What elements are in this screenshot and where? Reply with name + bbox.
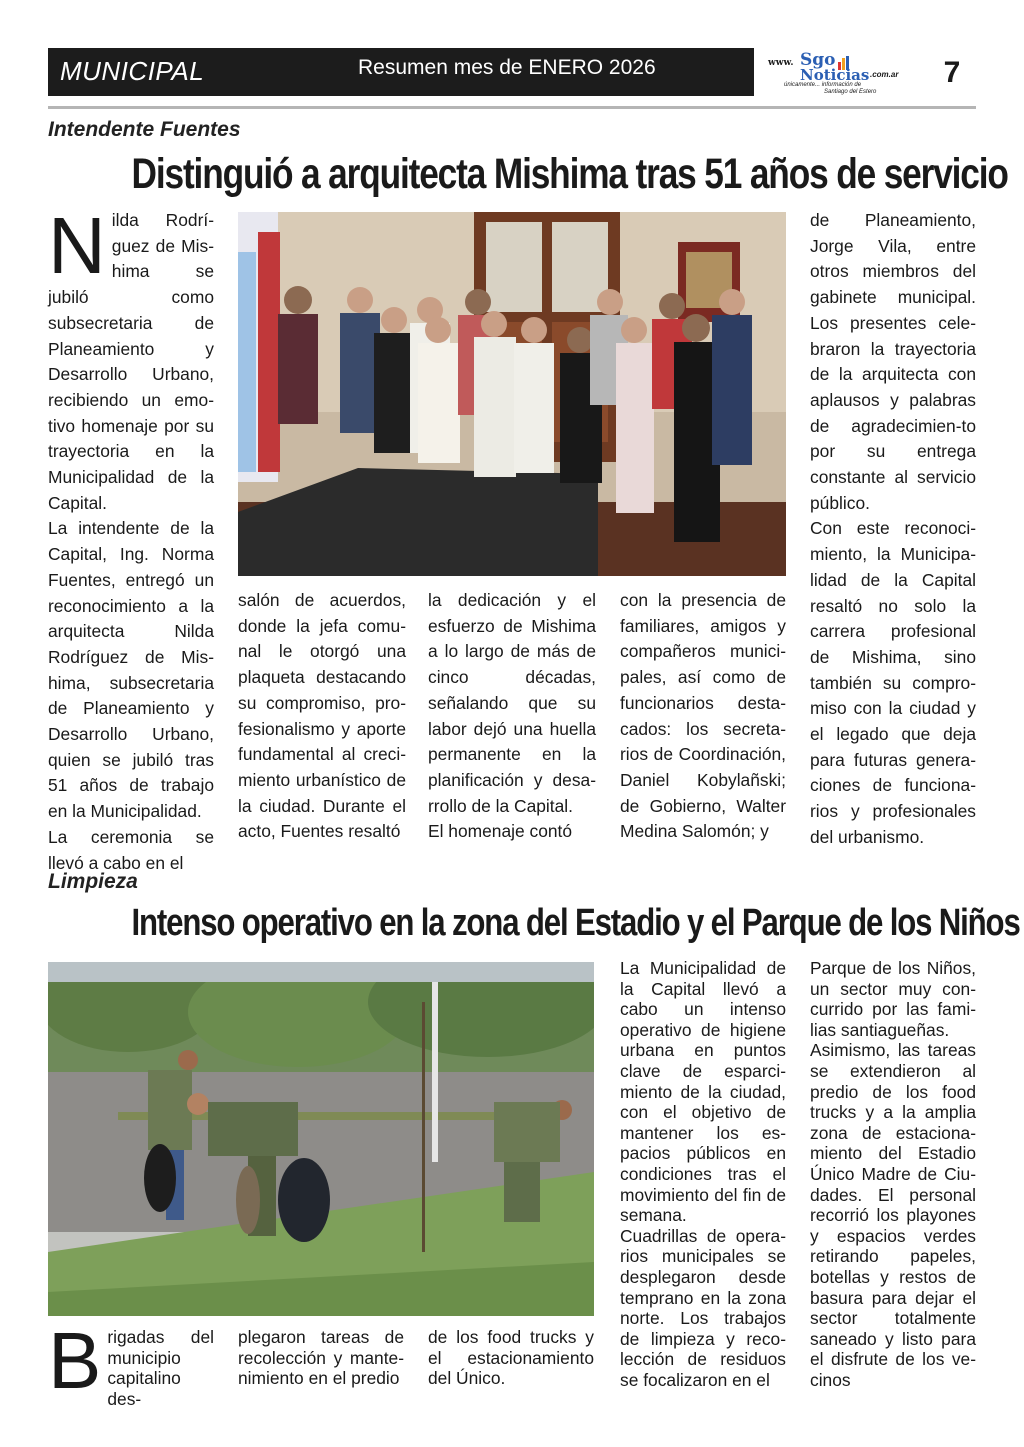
article1-col1-p3: La ceremonia se llevó a cabo en el [48, 826, 214, 873]
article2-cleanup-photo[interactable] [48, 962, 594, 1316]
article1-dropcap: N [48, 201, 106, 290]
article2-col5-p1: Parque de los Niños, un sector muy con-currido por las fami-lias santiagueñas. [810, 958, 976, 1040]
article2-col3-text: de los food trucks y el estacionamiento del Único. [428, 1327, 594, 1389]
article2-headline: Intenso operativo en la zona del Estadio y el Parque de los Niños [131, 902, 1020, 944]
article1-col5-p2: Con este reconoci-miento, la Municipa-lidad de la Capital resaltó no solo la carrera profesional de Mishima, sino también su compro-miso con la ciudad y el legado que deja para futuras genera-ciones de funciona-rios y profesionales del urbanismo. [810, 518, 976, 847]
cleanup-photo-illustration [48, 962, 594, 1316]
logo-www: www. [768, 58, 794, 68]
article1-group-photo[interactable] [238, 212, 786, 576]
article2-column-3 [428, 1327, 594, 1389]
article2-col1-text: rigadas del municipio capitalino des- [107, 1327, 214, 1409]
article2-col2-text: plegaron tareas de recolección y mante-nimiento en el predio [238, 1327, 404, 1389]
article1-column-3 [428, 588, 596, 845]
article1-col5-p1: de Planeamiento, Jorge Vila, entre otros miembros del gabinete municipal. Los presentes cele-braron la trayectoria de la arquitecta con aplausos y palabras de agradecimien-to por su entrega constante al servicio público. [810, 210, 976, 513]
article2-col4-p1: La Municipalidad de la Capital llevó a cabo un intenso operativo de higiene urbana en puntos clave de esparci-miento de la ciudad, con el objetivo de mantener los es-pacios públicos en condiciones tras el movimiento del fin de semana. [620, 958, 786, 1226]
article2-col4-p2: Cuadrillas de opera-rios municipales se desplegaron desde temprano en la zona norte. Los trabajos de limpieza y reco-lección de residuos se focalizaron en el [620, 1225, 786, 1390]
article1-col1-p1: ilda Rodrí-guez de Mis-hima se jubiló como subsecretaria de Planeamiento y Desarrollo Urbano, recibiendo un emo-tivo homenaje por su trayectoria en la Municipalidad de la Capital. [48, 210, 214, 513]
header-rule [48, 106, 976, 109]
logo-domain: .com.ar [870, 70, 899, 79]
article1-col3-p1: la dedicación y el esfuerzo de Mishima a lo largo de más de cinco décadas, señalando que su labor dejó una huella permanente en la planificación y desa-rrollo de la Capital. [428, 590, 596, 816]
article2-column-5 [810, 958, 976, 1390]
sgo-noticias-logo[interactable] [764, 50, 914, 96]
article1-column-2 [238, 588, 406, 845]
edition-label: Resumen mes de ENERO 2026 [358, 56, 656, 79]
logo-tagline-2: Santiago del Estero [824, 89, 877, 95]
article1-column-4 [620, 588, 786, 845]
group-photo-illustration [238, 212, 786, 576]
logo-sgo: Sgo [800, 50, 836, 70]
article1-col1-p2: La intendente de la Capital, Ing. Norma Fuentes, entregó un reconocimiento a la arquitecta Nilda Rodríguez de Mis-hima, subsecretaria de Planeamiento y Desarrollo Urbano, quien se jubiló tras 51 años de trabajo en la Municipalidad. [48, 518, 214, 822]
logo-tagline-1: únicamente... información de [784, 82, 862, 88]
article1-col3-p2: El homenaje contó [428, 821, 573, 842]
article2-column-4 [620, 958, 786, 1390]
article2-column-2 [238, 1327, 404, 1389]
article1-column-1 [48, 201, 214, 876]
section-name: MUNICIPAL [60, 56, 205, 86]
article2-col5-p2: Asimismo, las tareas se extendieron al predio de los food trucks y a la amplia zona de estaciona-miento del Estadio Único Madre de Ciu-dades. El personal recorrió los playones y espacios verdes retirando papeles, botellas y restos de basura para dejar el sector totalmente saneado y listo para el disfrute de los ve-cinos [810, 1040, 976, 1390]
article1-kicker: Intendente Fuentes [48, 118, 241, 141]
article1-col2-text: salón de acuerdos, donde la jefa comu-nal le otorgó una plaqueta destacando su compromiso, pro-fesionalismo y aporte fundamental al creci-miento urbanístico de la ciudad. Durante el acto, Fuentes resaltó [238, 590, 406, 842]
logo-bars-icon [838, 52, 850, 66]
article1-headline: Distinguió a arquitecta Mishima tras 51 años de servicio [131, 150, 1008, 198]
article1-column-5 [810, 208, 976, 851]
article2-dropcap: B [48, 1316, 102, 1405]
logo-noticias: Noticias [800, 66, 870, 84]
article2-kicker: Limpieza [48, 870, 138, 893]
article2-column-1 [48, 1316, 214, 1409]
article1-col4-text: con la presencia de familiares, amigos y compañeros munici-pales, así como de funcionarios desta-cados: los secreta-rios de Coordinación, Daniel Kobylañski; de Gobierno, Walter Medina Salomón; y [620, 590, 786, 842]
page-number: 7 [943, 56, 961, 89]
